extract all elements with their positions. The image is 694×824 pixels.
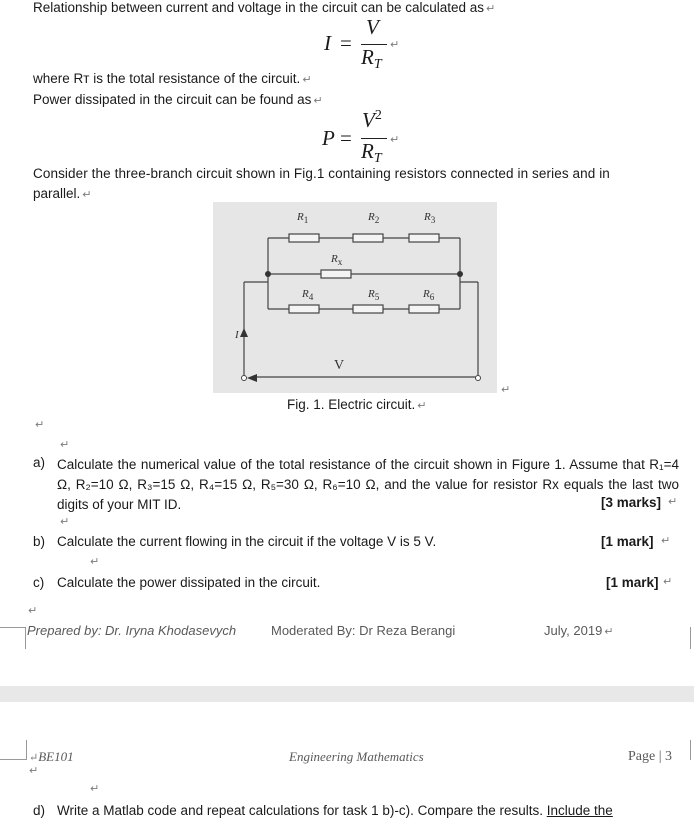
question-b-para-mark: ↵ bbox=[661, 535, 671, 547]
eq1-para-mark: ↵ bbox=[390, 39, 400, 51]
resistor-r4 bbox=[289, 305, 319, 313]
header-para-mark: ↵ bbox=[29, 765, 39, 777]
question-b-marks: [1 mark] bbox=[601, 534, 654, 549]
label-r3: $R_3$ bbox=[424, 211, 436, 226]
label-current: I bbox=[235, 329, 239, 341]
resistor-r6 bbox=[409, 305, 439, 313]
resistor-r5 bbox=[353, 305, 383, 313]
question-a-text: Calculate the numerical value of the total resistance of the circuit shown in Figure 1. Assume that R₁=4 Ω, R₂=10 Ω, R₃=15 Ω, R₄=15 Ω, R₅=30 Ω, R₆=10 Ω, and the value for resistor Rx equals the last two digits of your MIT ID. bbox=[57, 457, 679, 512]
question-a-label: a) bbox=[33, 455, 46, 470]
label-r2: $R_2$ bbox=[368, 211, 380, 226]
question-c-text: Calculate the power dissipated in the circuit. bbox=[57, 575, 321, 590]
header-rule-bar-right bbox=[690, 740, 691, 760]
label-voltage: V bbox=[334, 358, 345, 373]
header-course-code: ↵BE101 bbox=[29, 749, 74, 764]
resistor-r1 bbox=[289, 234, 319, 242]
empty-para-2: ↵ bbox=[60, 439, 70, 451]
intro-text: Relationship between current and voltage in the circuit can be calculated as ↵ bbox=[33, 0, 496, 15]
question-a-para-mark: ↵ bbox=[668, 496, 678, 508]
eq1-denominator: RT bbox=[361, 45, 382, 72]
empty-para-3: ↵ bbox=[60, 516, 70, 528]
footer-rule-left bbox=[0, 627, 25, 628]
circuit-diagram bbox=[213, 202, 497, 393]
label-r5: $R_5$ bbox=[368, 288, 380, 303]
footer-moderated: Moderated By: Dr Reza Berangi bbox=[271, 623, 456, 638]
footer-prepared: Prepared by: Dr. Iryna Khodasevych bbox=[27, 623, 237, 638]
question-b-label: b) bbox=[33, 534, 46, 549]
eq2-lhs: P bbox=[322, 126, 335, 150]
terminal-left bbox=[242, 376, 247, 381]
question-d-label: d) bbox=[33, 803, 46, 818]
eq2-numerator: $V^2$ bbox=[362, 108, 382, 132]
figure-caption: Fig. 1. Electric circuit. ↵ bbox=[287, 397, 427, 412]
resistor-r2 bbox=[353, 234, 383, 242]
terminal-right bbox=[476, 376, 481, 381]
where-text: where Rᴛ is the total resistance of the circuit. ↵ bbox=[33, 71, 312, 86]
footer-date: July, 2019 ↵ bbox=[544, 623, 614, 638]
node-right bbox=[457, 271, 463, 277]
empty-para-6: ↵ bbox=[90, 783, 100, 795]
consider-line-2: parallel. ↵ bbox=[33, 186, 92, 201]
page-gap bbox=[0, 686, 694, 702]
voltage-arrow-icon bbox=[247, 374, 257, 382]
consider-line-1: Consider the three-branch circuit shown in Fig.1 containing resistors connected in series and in bbox=[33, 166, 610, 181]
label-rx: $R_x$ bbox=[331, 253, 343, 268]
question-c-marks: [1 mark] bbox=[606, 575, 659, 590]
label-r6: $R_6$ bbox=[423, 288, 435, 303]
header-rule-left bbox=[0, 759, 26, 760]
label-r1: $R_1$ bbox=[297, 211, 309, 226]
question-d-text: Write a Matlab code and repeat calculations for task 1 b)-c). Compare the results. Include the bbox=[57, 803, 613, 818]
question-d-underlined: Include the bbox=[546, 803, 613, 818]
resistor-rx bbox=[321, 270, 351, 278]
eq1-equals: = bbox=[340, 31, 352, 55]
eq1-numerator: V bbox=[366, 15, 379, 39]
question-a-marks: [3 marks] bbox=[601, 495, 662, 510]
eq1-lhs: I bbox=[324, 31, 331, 55]
footer-rule-bar-right bbox=[690, 627, 691, 649]
eq2-equals: = bbox=[340, 126, 352, 150]
figure-para-mark: ↵ bbox=[501, 384, 511, 396]
question-b-text: Calculate the current flowing in the circuit if the voltage V is 5 V. bbox=[57, 534, 437, 549]
eq2-para-mark: ↵ bbox=[390, 134, 400, 146]
resistor-r3 bbox=[409, 234, 439, 242]
footer-rule-bar-left bbox=[25, 627, 26, 649]
eq2-denominator: RT bbox=[361, 139, 382, 166]
question-c-para-mark: ↵ bbox=[663, 576, 673, 588]
question-c-label: c) bbox=[33, 575, 45, 590]
power-text: Power dissipated in the circuit can be found as ↵ bbox=[33, 92, 323, 107]
label-r4: $R_4$ bbox=[302, 288, 314, 303]
circuit-figure bbox=[213, 202, 497, 393]
empty-para-1: ↵ bbox=[35, 419, 45, 431]
current-arrow-icon bbox=[240, 328, 248, 337]
header-course-title: Engineering Mathematics bbox=[289, 749, 424, 764]
header-page-number: Page | 3 bbox=[628, 749, 673, 764]
empty-para-5: ↵ bbox=[28, 605, 38, 617]
empty-para-4: ↵ bbox=[90, 556, 100, 568]
node-left bbox=[265, 271, 271, 277]
